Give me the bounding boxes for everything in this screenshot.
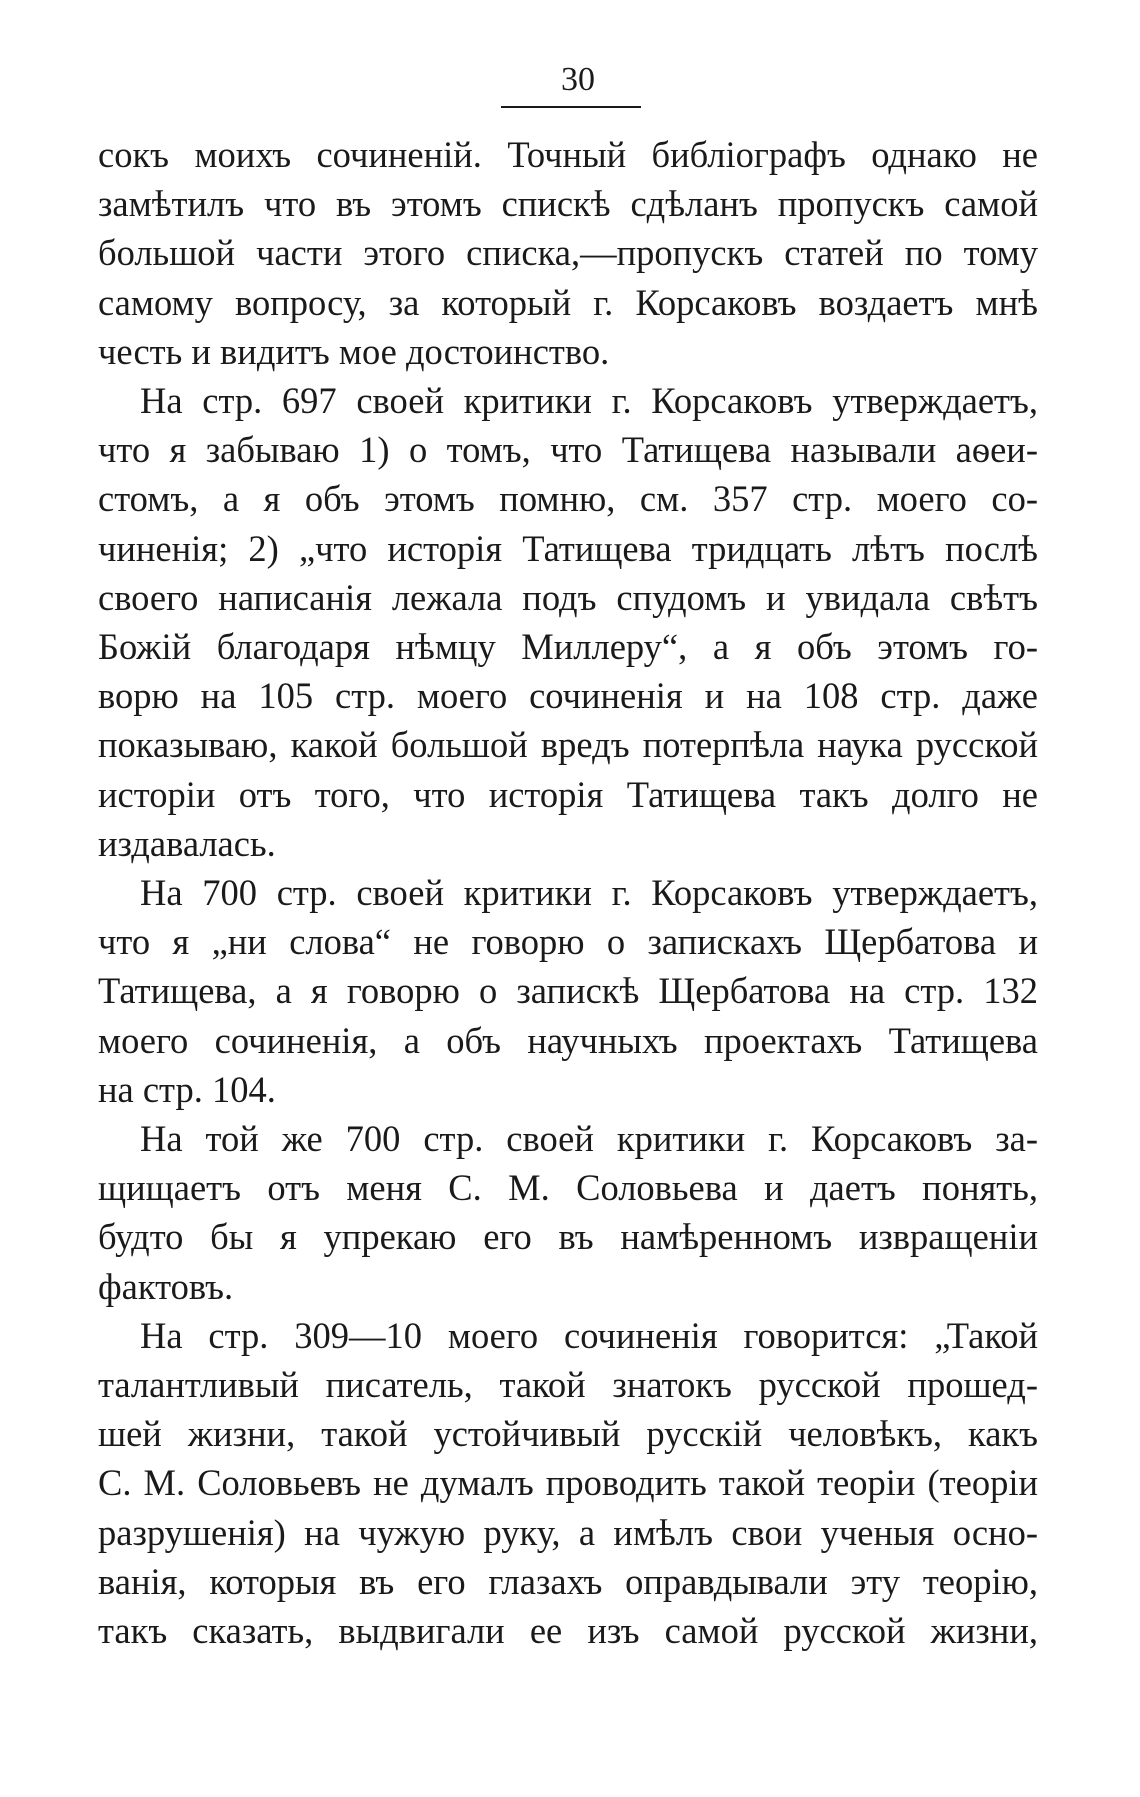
paragraph-4 bbox=[98, 1114, 1038, 1311]
text-line: что я забываю 1) о томъ, что Татищева называли аѳеи- bbox=[98, 429, 1038, 471]
text-line: разрушенія) на чужую руку, а имѣлъ свои ученыя осно- bbox=[98, 1511, 1038, 1553]
paragraph-1 bbox=[98, 130, 1038, 376]
text-line: моего сочиненія, а объ научныхъ проектахъ Татищева bbox=[98, 1019, 1038, 1061]
text-line: стомъ, а я объ этомъ помню, см. 357 стр. моего со- bbox=[98, 478, 1038, 520]
paragraph-5 bbox=[98, 1311, 1038, 1655]
text-line: показываю, какой большой вредъ потерпѣла наука русской bbox=[98, 724, 1038, 766]
text-line: ворю на 105 стр. моего сочиненія и на 108 стр. даже bbox=[98, 675, 1038, 717]
text-line: такъ сказать, выдвигали ее изъ самой русской жизни, bbox=[98, 1610, 1038, 1652]
text-line: на стр. 104. bbox=[98, 1068, 276, 1110]
paragraph-2 bbox=[98, 376, 1038, 868]
text-line: С. М. Соловьевъ не думалъ проводить такой теоріи (теоріи bbox=[98, 1462, 1038, 1504]
text-line: издавалась. bbox=[98, 822, 276, 864]
text-line: щищаетъ отъ меня С. М. Соловьева и даетъ понять, bbox=[98, 1167, 1038, 1209]
text-line: исторіи отъ того, что исторія Татищева такъ долго не bbox=[98, 773, 1038, 815]
page-number-rule bbox=[501, 106, 641, 108]
text-line: На 700 стр. своей критики г. Корсаковъ утверждаетъ, bbox=[140, 872, 1038, 914]
text-line: ванія, которыя въ его глазахъ оправдывали эту теорію, bbox=[98, 1560, 1038, 1602]
text-line: сокъ моихъ сочиненій. Точный библіографъ однако не bbox=[98, 134, 1038, 175]
book-page bbox=[98, 60, 1038, 1655]
text-line: талантливый писатель, такой знатокъ русской прошед- bbox=[98, 1364, 1038, 1406]
text-line: Татищева, а я говорю о запискѣ Щербатова на стр. 132 bbox=[98, 970, 1038, 1012]
paragraph-3 bbox=[98, 868, 1038, 1114]
text-line: своего написанія лежала подъ спудомъ и увидала свѣтъ bbox=[98, 576, 1038, 618]
text-line: фактовъ. bbox=[98, 1265, 234, 1307]
text-line: большой части этого списка,—пропускъ статей по тому bbox=[98, 232, 1038, 274]
text-line: На стр. 309—10 моего сочиненія говорится: „Такой bbox=[140, 1314, 1038, 1356]
text-line: честь и видитъ мое достоинство. bbox=[98, 330, 610, 372]
text-line: чиненія; 2) „что исторія Татищева тридцать лѣтъ послѣ bbox=[98, 527, 1038, 569]
text-line: На стр. 697 своей критики г. Корсаковъ утверждаетъ, bbox=[140, 380, 1038, 422]
text-line: что я „ни слова“ не говорю о запискахъ Щербатова и bbox=[98, 921, 1038, 963]
text-line: замѣтилъ что въ этомъ спискѣ сдѣланъ пропускъ самой bbox=[98, 183, 1038, 225]
text-line: шей жизни, такой устойчивый русскій человѣкъ, какъ bbox=[98, 1413, 1038, 1455]
text-line: На той же 700 стр. своей критики г. Корсаковъ за- bbox=[140, 1118, 1038, 1160]
page-number: 30 bbox=[561, 61, 595, 98]
text-line: самому вопросу, за который г. Корсаковъ воздаетъ мнѣ bbox=[98, 281, 1038, 323]
text-line: Божій благодаря нѣмцу Миллеру“, а я объ этомъ го- bbox=[98, 626, 1038, 668]
text-line: будто бы я упрекаю его въ намѣренномъ извращеніи bbox=[98, 1216, 1038, 1258]
